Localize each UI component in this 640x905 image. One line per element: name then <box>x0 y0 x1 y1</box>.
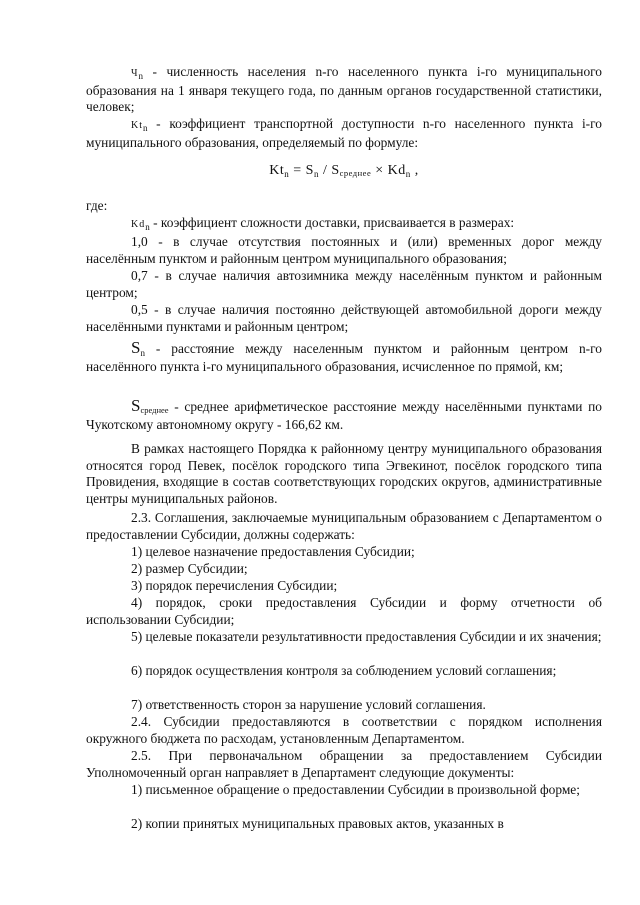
coefficient-0-7: 0,7 - в случае наличия автозимника между населённым пунктом и районным центром; <box>86 268 602 300</box>
list-item-3: 3) порядок перечисления Субсидии; <box>131 578 338 593</box>
coefficient-1-0: 1,0 - в случае отсутствия постоянных и (или) временных дорог между населённым пунктом и районным центром муниципального образования; <box>86 234 602 266</box>
symbol-kt: Kt <box>131 120 143 131</box>
list-item-2: 2) размер Субсидии; <box>131 561 248 576</box>
symbol-subscript: n <box>145 222 150 232</box>
list-item-4: 4) порядок, сроки предоставления Субсидии и форму отчетности об использовании Субсидии; <box>86 595 602 627</box>
formula-subscript: среднее <box>339 168 372 178</box>
paragraph-district-centers: В рамках настоящего Порядка к районному центру муниципального образования относятся город Певек, посёлок городского типа Эгвекинот, посёлок городского типа Провидения, входящие в состав соответствующих городских округов, административные центры муниципальных районов. <box>86 441 602 506</box>
formula-multiply: × Kd <box>371 163 406 178</box>
symbol-subscript: n <box>143 123 148 133</box>
paragraph-2-4: 2.4. Субсидии предоставляются в соответствии с порядком исполнения окружного бюджета по расходам, установленным Департаментом. <box>86 714 602 746</box>
list-item-7: 7) ответственность сторон за нарушение условий соглашения. <box>131 697 486 712</box>
definition-average-distance <box>86 398 602 433</box>
formula-subscript: n <box>313 169 319 179</box>
paragraph-2-5: 2.5. При первоначальном обращении за предоставлением Субсидии Уполномоченный орган направляет в Департамент следующие документы: <box>86 748 602 780</box>
where-label: где: <box>86 198 108 213</box>
formula-equals: = S <box>289 163 314 178</box>
definition-text: - расстояние между населенным пунктом и районным центром n-го населённого пункта i-го муниципального образования, исчисленное по прямой, км; <box>86 341 602 374</box>
symbol-subscript: среднее <box>140 405 169 415</box>
formula-subscript: n <box>284 169 290 179</box>
definition-delivery-coefficient <box>86 215 602 234</box>
list-item-5: 5) целевые показатели результативности предоставления Субсидии и их значения; <box>131 629 602 644</box>
formula-lhs: Kt <box>269 163 285 178</box>
paragraph-2-3: 2.3. Соглашения, заключаемые муниципальным образованием с Департаментом о предоставлении Субсидии, должны содержать: <box>86 510 602 542</box>
formula-divide: / S <box>318 163 340 178</box>
definition-text: - численность населения n-го населенного пункта i-го муниципального образования на 1 января текущего года, по данным органов государственной статистики, человек; <box>86 64 602 115</box>
definition-distance <box>86 340 602 375</box>
symbol-ch: Ч <box>131 68 139 79</box>
symbol-s: S <box>131 396 141 415</box>
list-item-1: 1) целевое назначение предоставления Субсидии; <box>131 544 415 559</box>
document-item-1: 1) письменное обращение о предоставлении Субсидии в произвольной форме; <box>131 782 580 797</box>
symbol-subscript: n <box>138 71 143 81</box>
coefficient-0-5: 0,5 - в случае наличия постоянно действующей автомобильной дороги между населёнными пунктами и районным центром; <box>86 302 602 334</box>
definition-population <box>86 64 602 116</box>
definition-text: - коэффициент транспортной доступности n-го населенного пункта i-го муниципального образования, определяемый по формуле: <box>86 116 602 150</box>
formula-end: , <box>410 163 419 178</box>
formula <box>86 163 602 180</box>
symbol-subscript: n <box>140 348 145 358</box>
definition-text: - коэффициент сложности доставки, присваивается в размерах: <box>149 215 515 230</box>
document-item-2: 2) копии принятых муниципальных правовых актов, указанных в <box>131 816 504 831</box>
symbol-s: S <box>131 338 141 357</box>
definition-transport-coefficient <box>86 116 602 151</box>
formula-subscript: n <box>405 169 411 179</box>
definition-text: - среднее арифметическое расстояние между населёнными пунктами по Чукотскому автономному округу - 166,62 км. <box>86 399 602 432</box>
symbol-kd: Kd <box>131 219 146 230</box>
list-item-6: 6) порядок осуществления контроля за соблюдением условий соглашения; <box>131 663 557 678</box>
